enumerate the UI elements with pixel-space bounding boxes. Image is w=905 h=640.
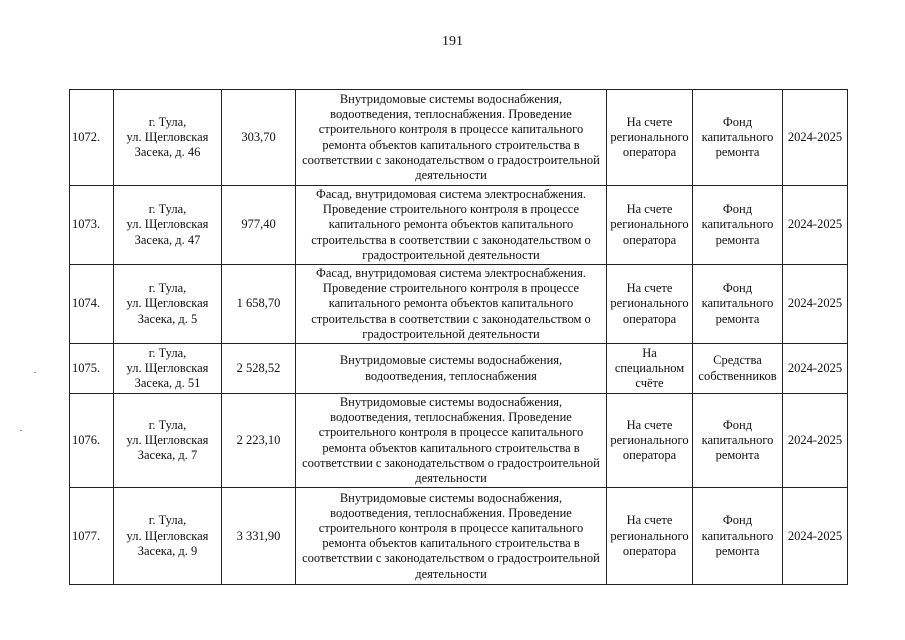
funding-source-line: Фонд	[722, 114, 753, 129]
address-line: Засека, д. 46	[134, 145, 201, 160]
works-line: ремонта объектов капитального строительства в	[322, 440, 580, 455]
works-line: водоотведения, теплоснабжения. Проведение	[330, 505, 572, 520]
funding-source-line: Фонд	[722, 202, 753, 217]
works-line: ремонта объектов капитального строительства в	[322, 536, 580, 551]
page-number: 191	[442, 34, 463, 49]
works-line: капитального ремонта объектов капитального	[328, 217, 574, 232]
account-line: оператора	[622, 145, 677, 160]
works-line: деятельности	[415, 167, 487, 182]
period-cell: 2024-2025	[783, 265, 848, 344]
area-cell: 2 223,10	[222, 394, 296, 488]
address-line: Засека, д. 7	[137, 448, 198, 463]
works-line: Фасад, внутридомовая система электроснабжения.	[315, 266, 587, 281]
works-line: Внутридомовые системы водоснабжения,	[339, 490, 563, 505]
area-cell: 1 658,70	[222, 265, 296, 344]
account-cell	[607, 344, 693, 394]
row-number-cell: 1074.	[70, 265, 114, 344]
funding-source-cell	[693, 265, 783, 344]
account-cell	[607, 186, 693, 265]
account-line: На счете	[626, 417, 673, 432]
scan-speck	[34, 372, 36, 373]
address-cell	[114, 344, 222, 394]
table-row	[70, 186, 848, 265]
funding-source-line: ремонта	[715, 543, 760, 558]
address-line: ул. Щегловская	[126, 433, 209, 448]
address-cell	[114, 90, 222, 186]
works-line: Фасад, внутридомовая система электроснабжения.	[315, 187, 587, 201]
period-cell: 2024-2025	[783, 394, 848, 488]
funding-source-line: Фонд	[722, 281, 753, 296]
funding-source-line: Фонд	[722, 417, 753, 432]
funding-source-line: ремонта	[715, 311, 760, 326]
funding-source-line: капитального	[701, 129, 774, 144]
row-number-cell: 1077.	[70, 488, 114, 585]
funding-source-line: ремонта	[715, 145, 760, 160]
area-cell: 3 331,90	[222, 488, 296, 585]
address-line: ул. Щегловская	[126, 360, 209, 375]
works-line: соответствии с законодательством о градостроительной	[302, 152, 600, 167]
funding-source-line: капитального	[701, 217, 774, 232]
account-line: оператора	[622, 232, 677, 247]
period-cell: 2024-2025	[783, 488, 848, 585]
address-line: г. Тула,	[148, 114, 187, 129]
address-line: Засека, д. 51	[134, 376, 201, 391]
works-cell	[296, 265, 607, 344]
table-row	[70, 90, 848, 186]
table-row	[70, 488, 848, 585]
works-cell	[296, 488, 607, 585]
account-line: специальном	[614, 360, 685, 375]
table-body	[70, 90, 848, 585]
funding-source-cell	[693, 90, 783, 186]
funding-source-cell	[693, 186, 783, 265]
funding-source-line: Средства	[713, 353, 762, 368]
repair-schedule-table	[69, 89, 848, 585]
funding-source-line: ремонта	[715, 232, 760, 247]
address-line: г. Тула,	[148, 281, 187, 296]
table-row	[70, 344, 848, 394]
address-line: Засека, д. 47	[134, 232, 201, 247]
works-line: капитального ремонта объектов капитального	[328, 296, 574, 311]
address-line: ул. Щегловская	[126, 217, 209, 232]
account-line: На счете	[626, 513, 673, 528]
works-cell	[296, 186, 607, 265]
works-line: Внутридомовые системы водоснабжения,	[339, 91, 563, 106]
works-cell	[296, 394, 607, 488]
works-line: строительного контроля в процессе капитального	[318, 521, 584, 536]
scan-speck	[20, 430, 22, 431]
works-cell	[296, 90, 607, 186]
account-line: счёте	[635, 376, 664, 391]
account-line: На счете	[626, 114, 673, 129]
account-line: регионального	[610, 129, 689, 144]
address-cell	[114, 394, 222, 488]
address-line: ул. Щегловская	[126, 129, 209, 144]
address-line: г. Тула,	[148, 417, 187, 432]
address-line: ул. Щегловская	[126, 296, 209, 311]
address-line: г. Тула,	[148, 345, 187, 360]
address-line: Засека, д. 5	[137, 311, 198, 326]
works-line: Проведение строительного контроля в процессе	[322, 281, 580, 296]
address-line: г. Тула,	[148, 202, 187, 217]
period-cell: 2024-2025	[783, 344, 848, 394]
works-line: строительства в соответствии с законодательством о	[311, 232, 591, 247]
account-cell	[607, 488, 693, 585]
table-row	[70, 394, 848, 488]
works-line: деятельности	[415, 566, 487, 581]
works-line: соответствии с законодательством о градостроительной	[302, 455, 600, 470]
area-cell: 2 528,52	[222, 344, 296, 394]
works-line: градостроительной деятельности	[362, 247, 540, 262]
row-number-cell: 1075.	[70, 344, 114, 394]
works-line: строительства в соответствии с законодательством о	[311, 311, 591, 326]
works-line: водоотведения, теплоснабжения. Проведение	[330, 107, 572, 122]
works-line: Внутридомовые системы водоснабжения,	[339, 353, 563, 368]
funding-source-cell	[693, 344, 783, 394]
account-line: регионального	[610, 528, 689, 543]
account-line: регионального	[610, 433, 689, 448]
account-line: регионального	[610, 217, 689, 232]
account-line: оператора	[622, 448, 677, 463]
account-line: На	[642, 345, 657, 360]
works-line: деятельности	[415, 471, 487, 486]
row-number-cell: 1072.	[70, 90, 114, 186]
account-line: регионального	[610, 296, 689, 311]
address-line: г. Тула,	[148, 513, 187, 528]
works-line: водоотведения, теплоснабжения	[365, 368, 537, 383]
works-cell	[296, 344, 607, 394]
table-row	[70, 265, 848, 344]
row-number-cell: 1073.	[70, 186, 114, 265]
funding-source-line: ремонта	[715, 448, 760, 463]
account-line: оператора	[622, 543, 677, 558]
address-cell	[114, 265, 222, 344]
works-line: ремонта объектов капитального строительства в	[322, 137, 580, 152]
address-line: Засека, д. 9	[137, 543, 198, 558]
works-line: водоотведения, теплоснабжения. Проведение	[330, 410, 572, 425]
works-line: градостроительной деятельности	[362, 326, 540, 341]
address-cell	[114, 488, 222, 585]
funding-source-line: капитального	[701, 296, 774, 311]
period-cell: 2024-2025	[783, 90, 848, 186]
row-number-cell: 1076.	[70, 394, 114, 488]
works-line: соответствии с законодательством о градостроительной	[302, 551, 600, 566]
account-line: На счете	[626, 202, 673, 217]
address-cell	[114, 186, 222, 265]
area-cell: 303,70	[222, 90, 296, 186]
works-line: строительного контроля в процессе капитального	[318, 122, 584, 137]
works-line: Проведение строительного контроля в процессе	[322, 202, 580, 217]
funding-source-line: собственников	[698, 368, 777, 383]
funding-source-cell	[693, 394, 783, 488]
funding-source-line: Фонд	[722, 513, 753, 528]
account-cell	[607, 90, 693, 186]
period-cell: 2024-2025	[783, 186, 848, 265]
area-cell: 977,40	[222, 186, 296, 265]
funding-source-line: капитального	[701, 528, 774, 543]
account-cell	[607, 394, 693, 488]
account-cell	[607, 265, 693, 344]
works-line: Внутридомовые системы водоснабжения,	[339, 395, 563, 410]
funding-source-cell	[693, 488, 783, 585]
works-line: строительного контроля в процессе капитального	[318, 425, 584, 440]
account-line: На счете	[626, 281, 673, 296]
funding-source-line: капитального	[701, 433, 774, 448]
account-line: оператора	[622, 311, 677, 326]
address-line: ул. Щегловская	[126, 528, 209, 543]
